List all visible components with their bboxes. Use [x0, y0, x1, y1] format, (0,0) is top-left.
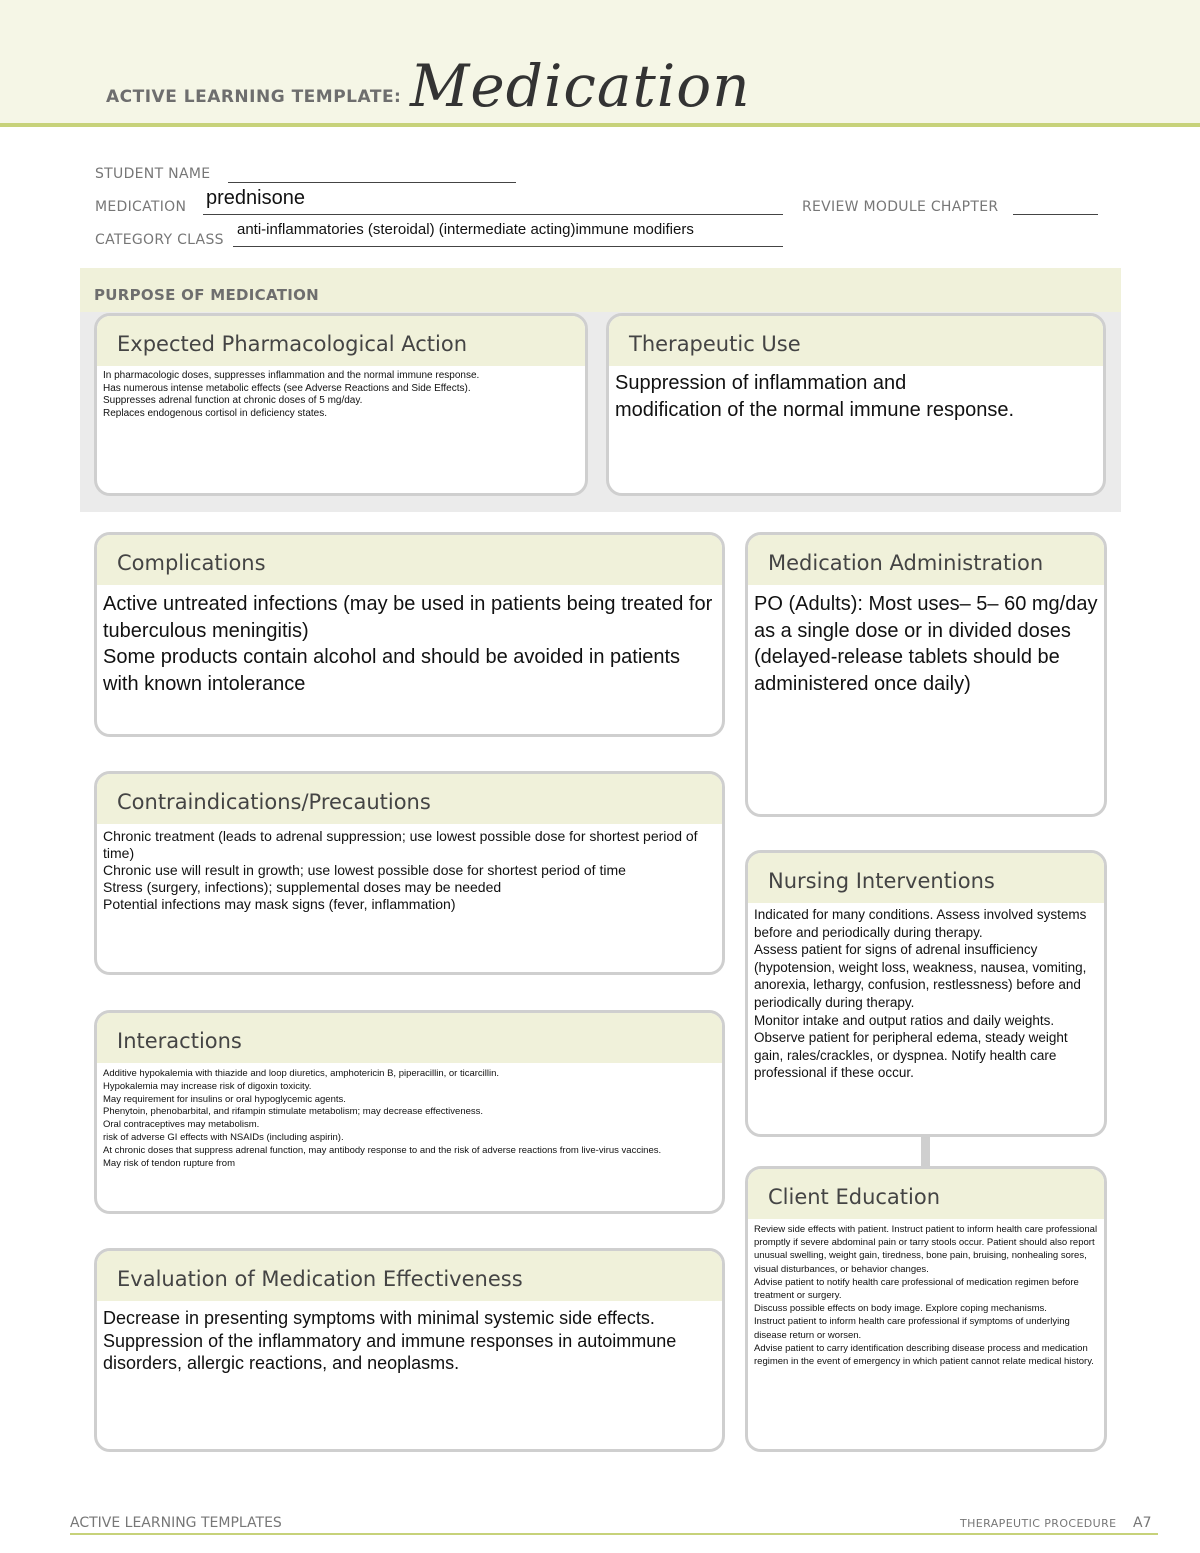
footer-left: ACTIVE LEARNING TEMPLATES	[70, 1515, 282, 1531]
complications-text: Active untreated infections (may be used in patients being treated for tuberculous meningitis) Some products contain alcohol and should be avoided in patients with known intolerance	[103, 593, 713, 695]
category-class-label: CATEGORY CLASS	[95, 232, 224, 248]
category-class-field[interactable]: anti-inflammatories (steroidal) (intermediate acting)immune modifiers	[237, 221, 694, 238]
page-number: A7	[1133, 1515, 1152, 1531]
review-module-label: REVIEW MODULE CHAPTER	[802, 199, 999, 215]
contraindications-text: Chronic treatment (leads to adrenal suppression; use lowest possible dose for shortest period of time) Chronic use will result in growth; use lowest possible dose for shortest period of time Stress (surgery, infections); supplemental doses may be needed Potential infections may mask signs (fever, inflammation)	[103, 828, 698, 912]
footer-right: THERAPEUTIC PROCEDURE	[960, 1517, 1117, 1530]
header-rule	[0, 123, 1200, 127]
interactions-text: Additive hypokalemia with thiazide and loop diuretics, amphotericin B, piperacillin, or ticarcillin. Hypokalemia may increase risk of digoxin toxicity. May requirement for insulins or oral hypoglycemic agents. Phenytoin, phenobarbital, and rifampin stimulate metabolism; may decrease effectiveness. Oral contraceptives may metabolism. risk of adverse GI effects with NSAIDs (including aspirin). At chronic doses that suppress adrenal function, may antibody response to and the risk of adverse reactions from live-virus vaccines. May risk of tendon rupture from	[103, 1068, 662, 1169]
nursing-interventions-text: Indicated for many conditions. Assess involved systems before and periodically during therapy. Assess patient for signs of adrenal insufficiency (hypotension, weight loss, weakness, nausea, vomiting, anorexia, lethargy, confusion, restlessness) before and periodically during therapy. Monitor intake and output ratios and daily weights. Observe patient for peripheral edema, steady weight gain, rales/crackles, or dyspnea. Notify health care professional if these occur.	[754, 907, 1087, 1081]
client-education-box	[745, 1166, 1107, 1452]
student-name-label: STUDENT NAME	[95, 166, 211, 182]
nursing-interventions-title: Nursing Interventions	[748, 853, 1104, 903]
interactions-title: Interactions	[97, 1013, 722, 1063]
expected-action-box	[94, 313, 588, 496]
expected-action-title: Expected Pharmacological Action	[97, 316, 585, 366]
therapeutic-use-title: Therapeutic Use	[609, 316, 1103, 366]
client-education-text: Review side effects with patient. Instruct patient to inform health care professional promptly if severe abdominal pain or tarry stools occur. Patient should also report unusual swelling, weight gain, tiredness, bone pain, bruising, nonhealing sores, visual disturbances, or behavior changes. Advise patient to notify health care professional of medication regimen before treatment or surgery. Discuss possible effects on body image. Explore coping mechanisms. Instruct patient to inform health care professional if symptoms of underlying disease return or worsen. Advise patient to carry identification describing disease process and medication regimen in the event of emergency in which patient cannot relate medical history.	[754, 1224, 1098, 1368]
therapeutic-use-text: Suppression of inflammation and modification of the normal immune response.	[615, 372, 1015, 421]
template-label: ACTIVE LEARNING TEMPLATE:	[106, 87, 402, 107]
medication-administration-text: PO (Adults): Most uses– 5– 60 mg/day as a single dose or in divided doses (delayed-release tablets should be administered once daily)	[754, 593, 1098, 695]
medication-label: MEDICATION	[95, 199, 187, 215]
purpose-heading: PURPOSE OF MEDICATION	[94, 286, 320, 304]
interactions-box	[94, 1010, 725, 1214]
student-name-line	[228, 182, 516, 183]
expected-action-text: In pharmacologic doses, suppresses inflammation and the normal immune response. Has numerous intense metabolic effects (see Adverse Reactions and Side Effects). Suppresses adrenal function at chronic doses of 5 mg/day. Replaces endogenous cortisol in deficiency states.	[103, 370, 480, 419]
complications-box	[94, 532, 725, 737]
review-module-line	[1013, 214, 1098, 215]
contraindications-box	[94, 771, 725, 975]
client-education-title: Client Education	[748, 1169, 1104, 1219]
footer-rule	[70, 1533, 1158, 1535]
evaluation-title: Evaluation of Medication Effectiveness	[97, 1251, 722, 1301]
category-class-line	[233, 246, 783, 247]
medication-line	[203, 214, 783, 215]
page-title: Medication	[410, 52, 751, 120]
complications-title: Complications	[97, 535, 722, 585]
contraindications-title: Contraindications/Precautions	[97, 774, 722, 824]
nursing-interventions-box	[745, 850, 1107, 1137]
medication-administration-title: Medication Administration	[748, 535, 1104, 585]
evaluation-box	[94, 1248, 725, 1452]
medication-administration-box	[745, 532, 1107, 817]
medication-field[interactable]: prednisone	[206, 187, 305, 209]
therapeutic-use-box	[606, 313, 1106, 496]
evaluation-text: Decrease in presenting symptoms with minimal systemic side effects. Suppression of the inflammatory and immune responses in autoimmune disorders, allergic reactions, and neoplasms.	[103, 1308, 677, 1373]
connector	[921, 1134, 930, 1166]
